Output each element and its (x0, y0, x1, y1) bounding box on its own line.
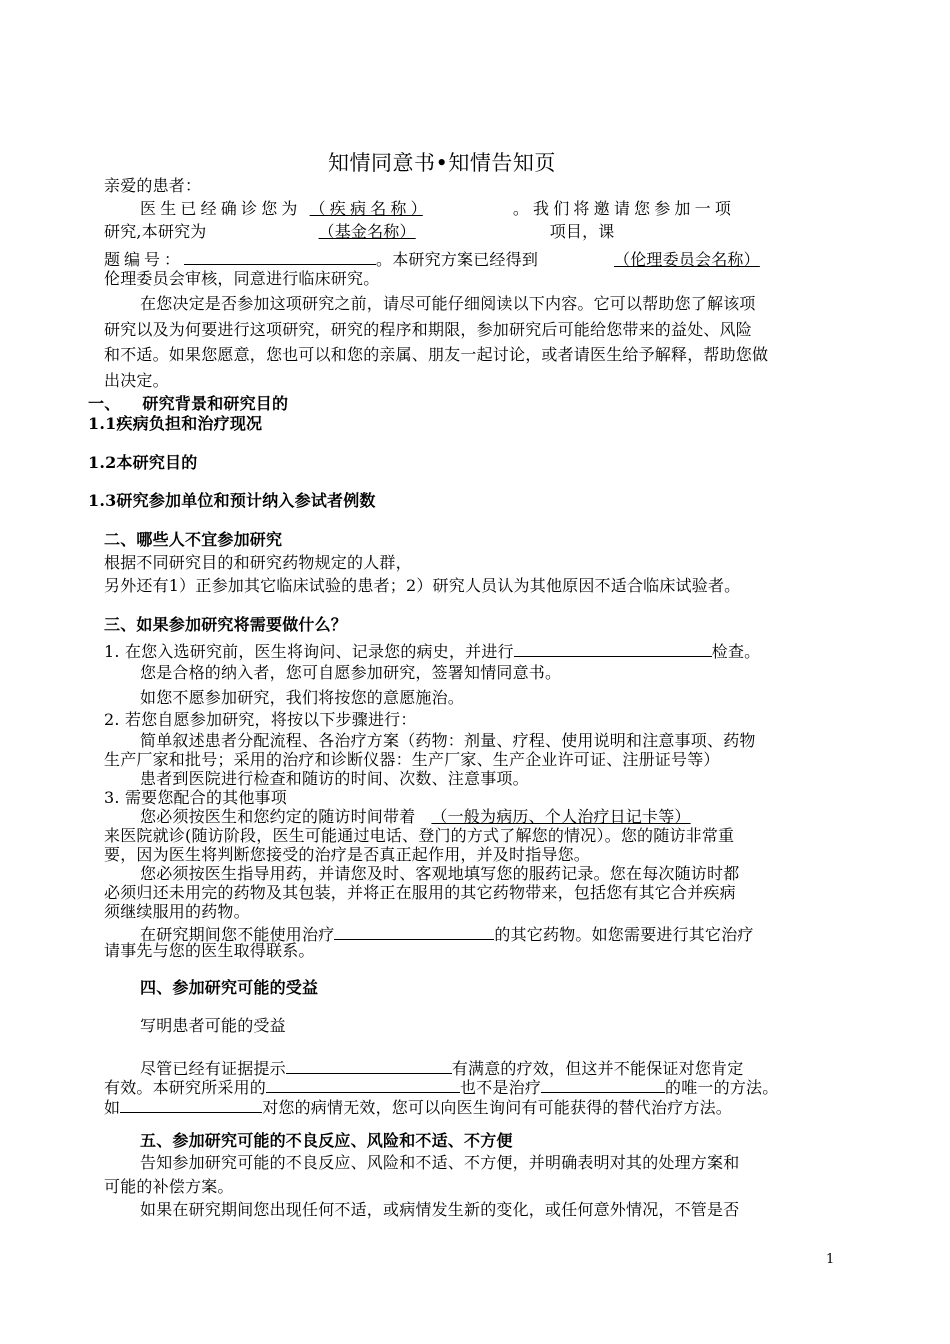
evidence-blank (286, 1055, 452, 1074)
section2-line1: 根据不同研究目的和研究药物规定的人群， (104, 553, 412, 572)
section5-line3: 如果在研究期间您出现任何不适，或病情发生新的变化，或任何意外情况，不管是否 (140, 1200, 740, 1219)
p2-line2: 研究以及为何要进行这项研究，研究的程序和期限，参加研究后可能给您带来的益处、风险 (104, 320, 753, 339)
section1-sub2: 1.2本研究目的 (88, 453, 198, 472)
section3-item3b: 来医院就诊(随访阶段，医生可能通过电话、登门的方式了解您的情况）。您的随访非常重 (104, 826, 735, 845)
section3-heading: 三、如果参加研究将需要做什么？ (104, 615, 348, 634)
section1-sub3: 1.3研究参加单位和预计纳入参试者例数 (88, 491, 376, 510)
section3-item3h: 请事先与您的医生取得联系。 (104, 941, 315, 960)
section1-heading: 一、 研究背景和研究目的 (88, 394, 289, 413)
section3-item3e: 必须归还未用完的药物及其包装，并将正在服用的其它药物带来，包括您有其它合并疾病 (104, 883, 736, 902)
section2-line2: 另外还有1）正参加其它临床试验的患者；2）研究人员认为其他原因不适合临床试验者。 (104, 576, 741, 595)
section3-item2: 2. 若您自愿参加研究，将按以下步骤进行： (104, 710, 417, 729)
section3-item3a: 您必须按医生和您约定的随访时间带着 （一般为病历、个人治疗日记卡等） (140, 807, 691, 826)
p2-line1: 在您决定是否参加这项研究之前，请尽可能仔细阅读以下内容。它可以帮助您了解该项 (140, 294, 756, 313)
section3-item1d: 如您不愿参加研究，我们将按您的意愿施治。 (140, 688, 465, 707)
section3-item2a: 简单叙述患者分配流程、各治疗方案（药物：剂量、疗程、使用说明和注意事项、药物 (140, 731, 756, 750)
p2-line4: 出决定。 (104, 371, 169, 390)
section4-line1: 写明患者可能的受益 (140, 1016, 286, 1035)
section3-item3c: 要，因为医生将判断您接受的治疗是否真正起作用，并及时指导您。 (104, 845, 591, 864)
section4-line3: 有效。本研究所采用的 也不是治疗 的唯一的方法。 (104, 1074, 778, 1098)
page-number: 1 (826, 1252, 835, 1267)
section1-sub1: 1.1疾病负担和治疗现况 (88, 414, 263, 433)
section5-line2: 可能的补偿方案。 (104, 1177, 234, 1196)
method-blank (266, 1074, 460, 1093)
prohibited-drug-blank (334, 921, 494, 940)
document-title: 知情同意书•知情告知页 (328, 151, 556, 175)
ineffective-blank (120, 1094, 262, 1113)
section3-item1c: 您是合格的纳入者，您可自愿参加研究，签署知情同意书。 (140, 663, 562, 682)
p2-line3: 和不适。如果您愿意，您也可以和您的亲属、朋友一起讨论，或者请医生给予解释，帮助您做 (104, 345, 769, 364)
section4-line4: 如 对您的病情无效，您可以向医生询问有可能获得的替代治疗方法。 (104, 1094, 732, 1118)
section4-heading: 四、参加研究可能的受益 (140, 978, 319, 997)
p1-line1: 医生已经确诊您为 （疾病名称） 。我们将邀请您参加一项 (140, 199, 736, 218)
treatment-blank (541, 1074, 665, 1093)
section3-item3: 3. 需要您配合的其他事项 (104, 788, 287, 807)
greeting: 亲爱的患者： (104, 176, 202, 195)
section3-item2b: 生产厂家和批号；采用的治疗和诊断仪器：生产厂家、生产企业许可证、注册证号等） (104, 750, 720, 769)
section3-item1: 1. 在您入选研究前，医生将询问、记录您的病史，并进行 检查。 (104, 638, 760, 662)
project-number-blank (184, 246, 376, 265)
section3-item3g: 在研究期间您不能使用治疗 的其它药物。如您需要进行其它治疗 (140, 921, 754, 945)
section3-item3d: 您必须按医生指导用药，并请您及时、客观地填写您的服药记录。您在每次随访时都 (140, 864, 740, 883)
p1-line2: 研究,本研究为 （基金名称） 项目，课 (104, 222, 615, 241)
disease-name-blank: （疾病名称） (309, 199, 423, 218)
section5-line1: 告知参加研究可能的不良反应、风险和不适、不方便，并明确表明对其的处理方案和 (140, 1153, 740, 1172)
section5-heading: 五、参加研究可能的不良反应、风险和不适、不方便 (140, 1131, 513, 1150)
section2-heading: 二、哪些人不宜参加研究 (104, 530, 283, 549)
p1-line4: 伦理委员会审核，同意进行临床研究。 (104, 269, 380, 288)
items-to-bring-blank: （一般为病历、个人治疗日记卡等） (431, 807, 691, 826)
section3-item3f: 须继续服用的药物。 (104, 902, 250, 921)
fund-name-blank: （基金名称） (318, 222, 416, 241)
exam-blank (514, 638, 712, 657)
section3-item2c: 患者到医院进行检查和随访的时间、次数、注意事项。 (140, 769, 529, 788)
p1-line3: 题编号： 。本研究方案已经得到 （伦理委员会名称） (104, 246, 760, 270)
section4-line2: 尽管已经有证据提示 有满意的疗效，但这并不能保证对您肯定 (140, 1055, 743, 1079)
ethics-committee-blank: （伦理委员会名称） (614, 250, 760, 269)
